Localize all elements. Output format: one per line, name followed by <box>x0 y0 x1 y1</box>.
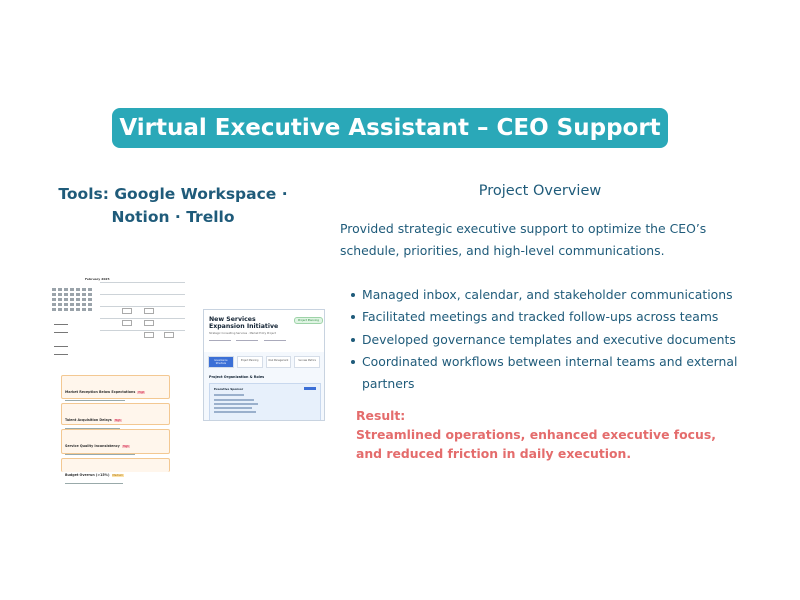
doc-title: New Services Expansion Initiative <box>209 316 279 330</box>
risk-card <box>61 429 170 454</box>
overview-paragraph: Provided strategic executive support to optimize the CEO’s schedule, priorities, and high-level communications. <box>340 221 707 258</box>
step-tab: Governance Structure <box>208 356 234 368</box>
risk-card <box>61 375 170 399</box>
calendar-thumbnail <box>52 274 187 364</box>
risk-card-title: Market Reception Below Expectations <box>65 390 136 394</box>
panel-title: Executive Sponsor <box>214 387 244 391</box>
risk-card-title: Talent Acquisition Delays <box>65 418 112 422</box>
meta-placeholder <box>236 339 258 342</box>
calendar-month: February 2025 <box>85 277 110 281</box>
mini-calendar-grid <box>52 288 92 311</box>
page-title: Virtual Executive Assistant – CEO Support <box>112 108 668 148</box>
project-doc-thumbnail <box>203 309 325 421</box>
responsibilities-list <box>348 284 768 395</box>
step-tab: Risk Management <box>266 356 292 368</box>
risk-level-badge: Medium <box>112 474 123 477</box>
overview-heading: Project Overview <box>478 183 602 199</box>
risk-card <box>61 403 170 425</box>
list-item: Managed inbox, calendar, and stakeholder communications <box>348 284 768 306</box>
list-item: Developed governance templates and executive documents <box>348 329 768 351</box>
list-item: Coordinated workflows between internal teams and external partners <box>348 351 768 396</box>
status-badge: Project Planning <box>294 317 323 324</box>
risk-card-title: Service Quality Inconsistency <box>65 444 120 448</box>
meta-placeholder <box>209 339 231 342</box>
step-tab: Success Metrics <box>294 356 320 368</box>
step-tabs <box>208 356 320 368</box>
risk-level-badge: High <box>122 445 129 448</box>
risk-card <box>61 458 170 477</box>
step-tab: Project Planning <box>237 356 263 368</box>
risk-level-badge: High <box>114 419 121 422</box>
result-text: Streamlined operations, enhanced executive focus, and reduced friction in daily execution. <box>356 427 716 461</box>
doc-section-title: Project Organization & Roles <box>209 375 265 379</box>
result-heading: Result: <box>356 408 406 423</box>
risk-card-title: Budget Overrun (>15%) <box>65 473 110 477</box>
sponsor-panel <box>209 383 321 421</box>
meta-placeholder <box>264 339 286 342</box>
risk-level-badge: High <box>138 391 145 394</box>
list-item: Facilitated meetings and tracked follow-ups across teams <box>348 306 768 328</box>
doc-subtitle: Strategic Consulting Services · Market Entry Project <box>209 332 276 335</box>
tools-list: Tools: Google Workspace · Notion · Trello <box>58 185 288 226</box>
